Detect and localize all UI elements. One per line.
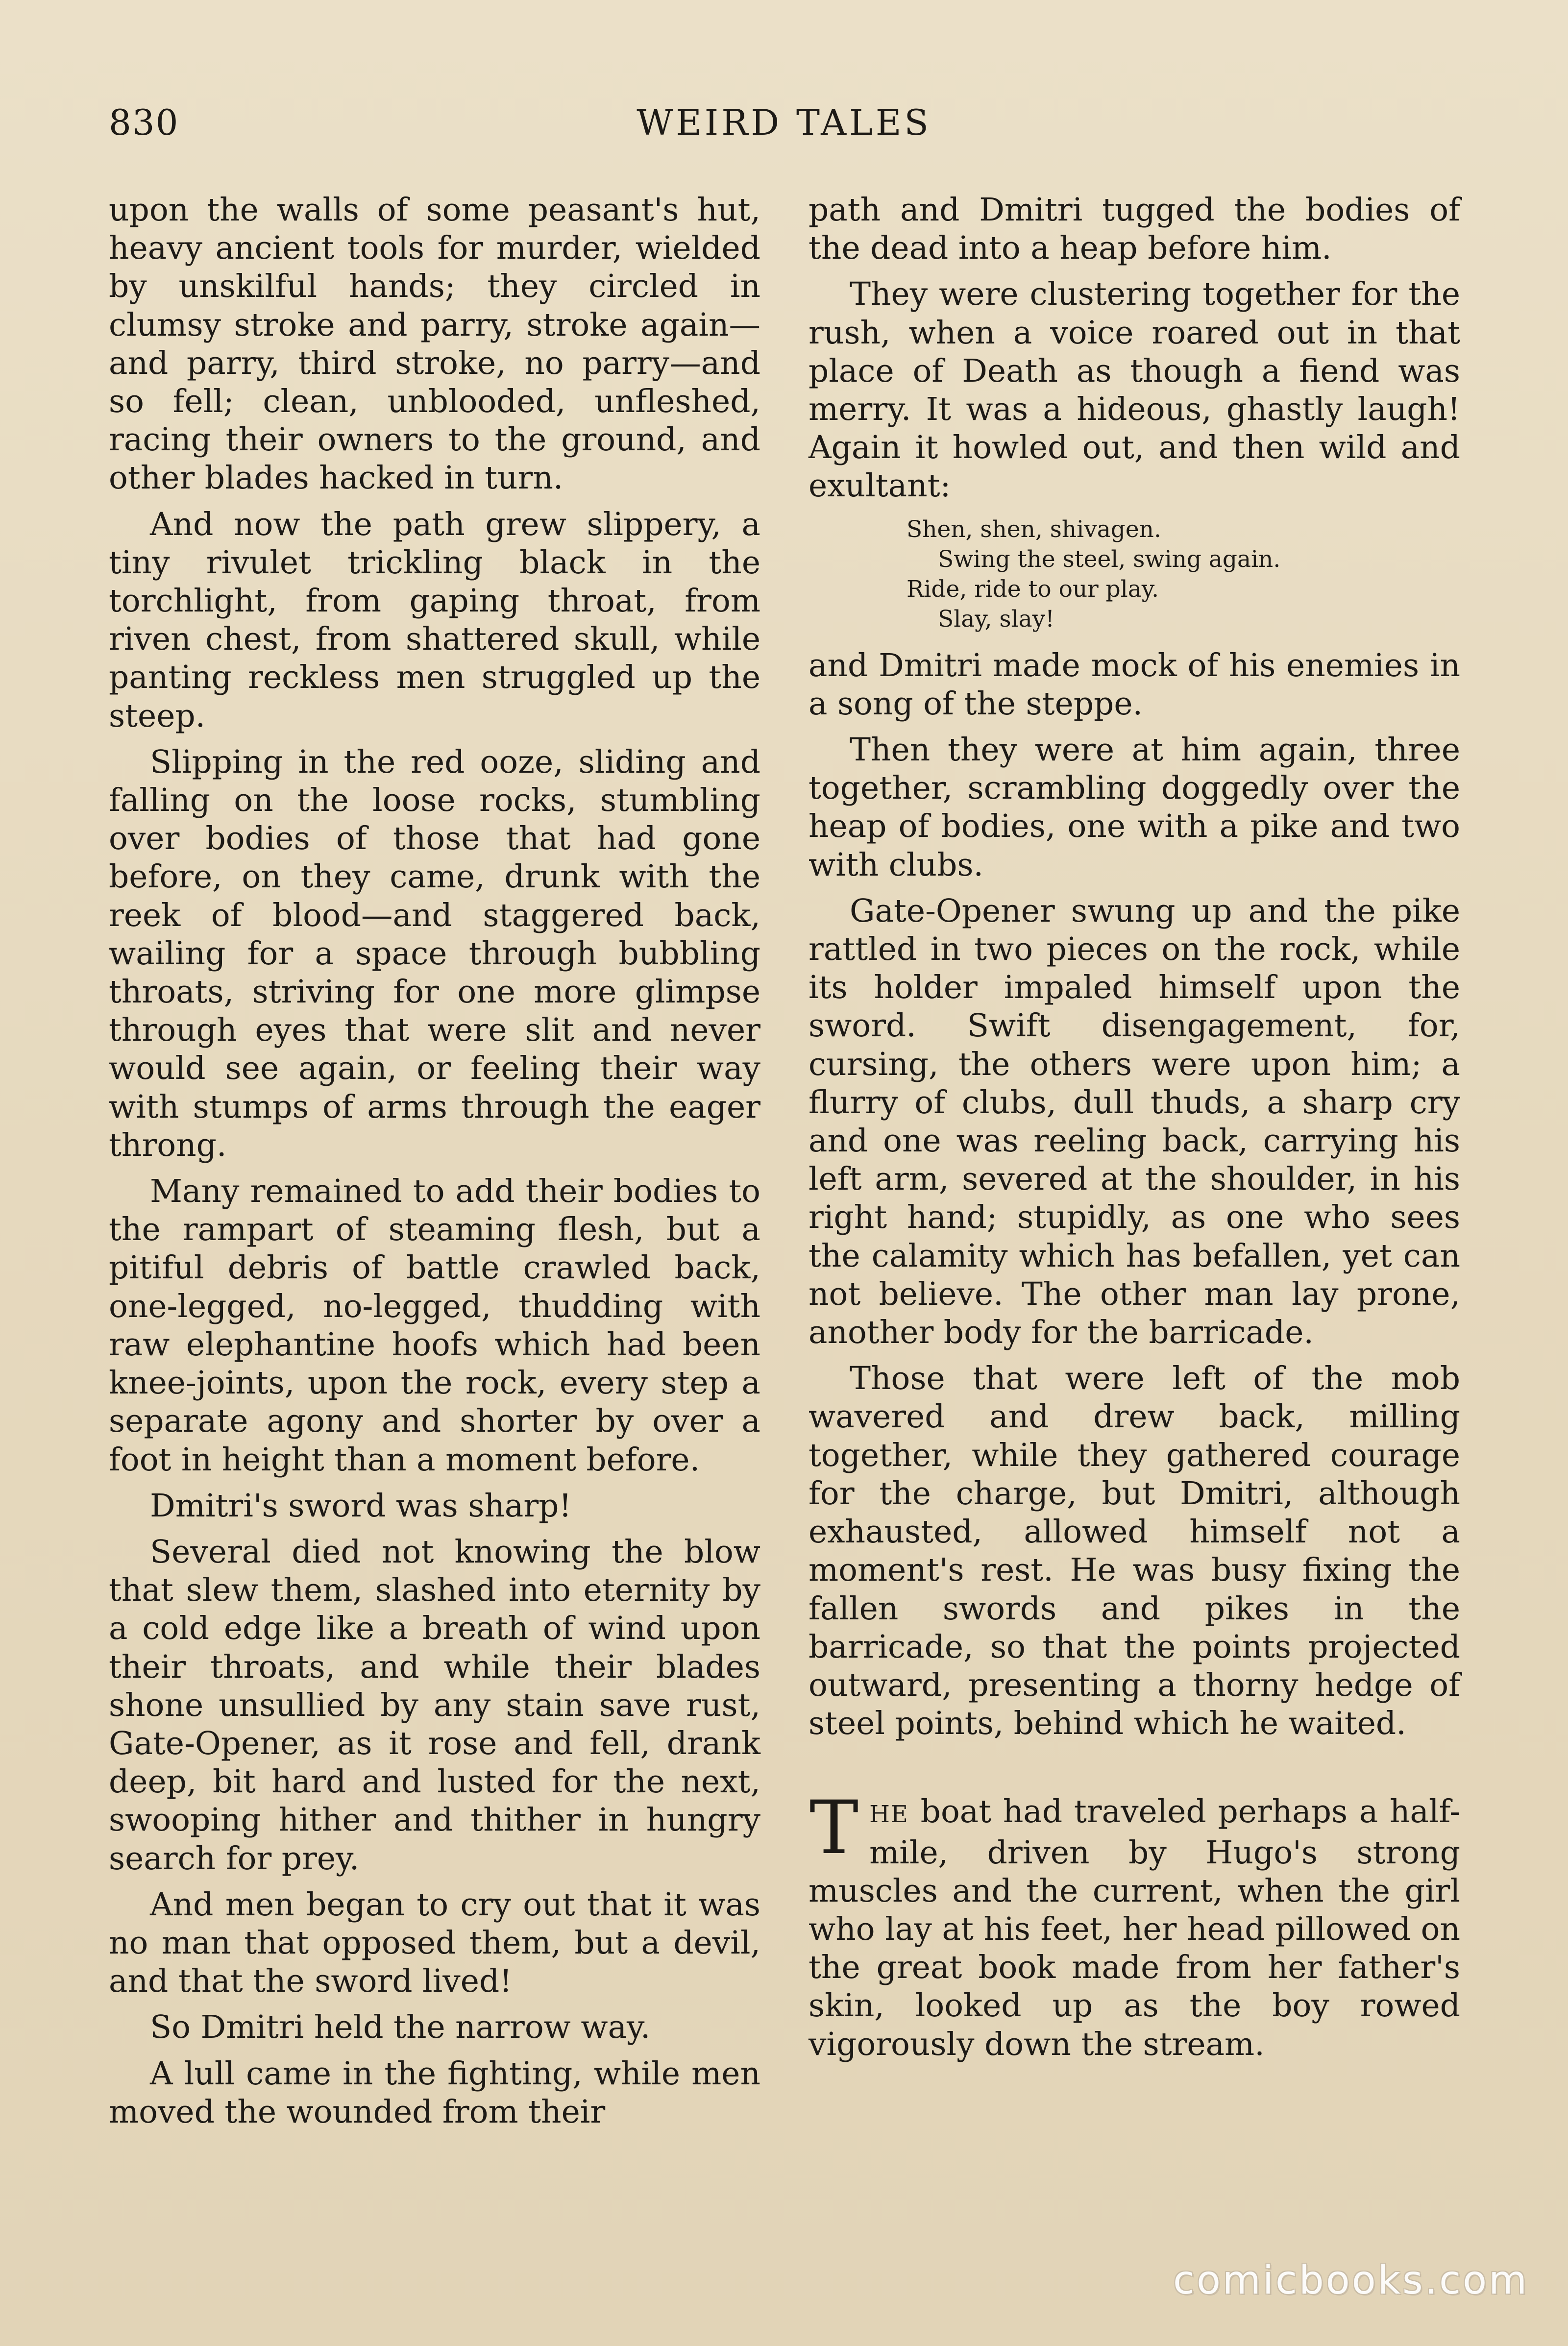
paragraph: and Dmitri made mock of his enemies in a song of the steppe. [808, 647, 1460, 722]
paragraph: They were clustering together for the rush, when a voice roared out in that place of Death as though a fiend was merry. It was a hideous, ghastly laugh! Again it howled out, and then wild and exultant: [808, 276, 1460, 505]
page-header [109, 98, 1459, 147]
verse-line: Ride, ride to our play. [906, 575, 1159, 603]
verse-line: Swing the steel, swing again. [938, 545, 1281, 573]
left-column [109, 191, 760, 2139]
paragraph: And now the path grew slippery, a tiny rivulet trickling black in the torchlight, from gaping throat, from riven chest, from shattered skull, while panting reckless men struggled up the steep. [109, 506, 760, 734]
paragraph: Those that were left of the mob wavered and drew back, milling together, while they gathered courage for the charge, but Dmitri, although exhausted, allowed himself not a moment's rest. He was busy fixing the fallen swords and pikes in the barricade, so that the points projected outward, presenting a thorny hedge of steel points, behind which he waited. [808, 1360, 1460, 1742]
section-opening-paragraph [808, 1785, 1460, 2063]
verse-line: Shen, shen, shivagen. [906, 515, 1161, 543]
paragraph: Then they were at him again, three together, scrambling doggedly over the heap of bodies, one with a pike and two with clubs. [808, 732, 1460, 883]
paragraph: Many remained to add their bodies to the rampart of steaming flesh, but a pitiful debris of battle crawled back, one-legged, no-legged, thudding with raw elephantine hoofs which had been knee-joints, upon the rock, every step a separate agony and shorter by over a foot in height than a moment before. [109, 1173, 760, 1478]
small-caps-lead: HE [869, 1801, 909, 1829]
section-opening-text: boat had traveled perhaps a half-mile, driven by Hugo's strong muscles and the current, when the girl who lay at his feet, her head pillowed on the great book made from her father's skin, looked up as the boy rowed vigorously down the stream. [808, 1793, 1460, 2063]
verse-block [808, 514, 1460, 634]
section-break [808, 1751, 1460, 1793]
watermark: comicbooks.com [1173, 2257, 1529, 2303]
paragraph: Slipping in the red ooze, sliding and falling on the loose rocks, stumbling over bodies of those that had gone before, on they came, drunk with the reek of blood—and staggered back, wailing for a space through bubbling throats, striving for one more glimpse through eyes that were slit and never would see again, or feeling their way with stumps of arms through the eager throng. [109, 743, 760, 1164]
paragraph: path and Dmitri tugged the bodies of the dead into a heap before him. [808, 192, 1460, 267]
right-column [808, 191, 1460, 2072]
paragraph: Dmitri's sword was sharp! [150, 1487, 572, 1524]
page-number: 830 [109, 102, 179, 143]
paragraph: Gate-Opener swung up and the pike rattled in two pieces on the rock, while its holder impaled himself upon the sword. Swift disengagement, for, cursing, the others were upon him; a flurry of clubs, dull thuds, a sharp cry and one was reeling back, carrying his left arm, severed at the shoulder, in his right hand; stupidly, as one who sees the calamity which has befallen, yet can not believe. The other man lay prone, another body for the barricade. [808, 892, 1460, 1351]
paragraph: A lull came in the fighting, while men moved the wounded from their [109, 2055, 760, 2130]
paragraph: Several died not knowing the blow that slew them, slashed into eternity by a cold edge like a breath of wind upon their throats, and while their blades shone unsullied by any stain save rust, Gate-Opener, as it rose and fell, drank deep, bit hard and lusted for the next, swooping hither and thither in hungry search for prey. [109, 1533, 760, 1877]
drop-cap: T [809, 1785, 859, 1871]
paragraph: upon the walls of some peasant's hut, heavy ancient tools for murder, wielded by unskilful hands; they circled in clumsy stroke and parry, stroke again—and parry, third stroke, no parry—and so fell; clean, unblooded, unfleshed, racing their owners to the ground, and other blades hacked in turn. [109, 192, 760, 497]
paragraph: So Dmitri held the narrow way. [150, 2009, 651, 2046]
paragraph: And men began to cry out that it was no man that opposed them, but a devil, and that the sword lived! [109, 1886, 760, 2000]
verse-line: Slay, slay! [938, 605, 1055, 633]
running-title: WEIRD TALES [637, 102, 931, 143]
